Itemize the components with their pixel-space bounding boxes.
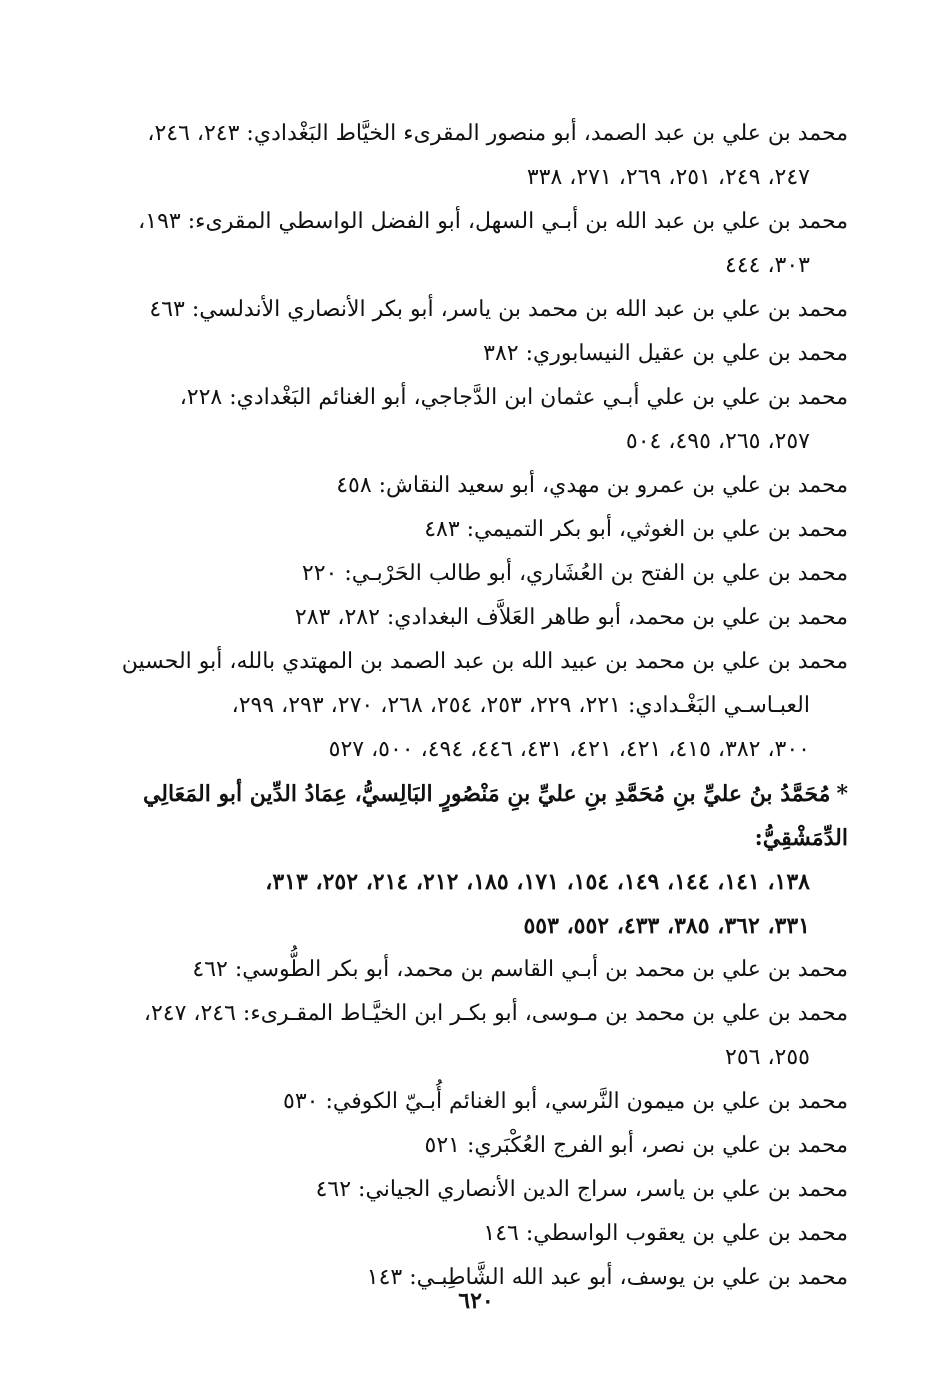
entry-line: محمد بن علي بن عبد الصمد، أبو منصور المقرىء الخيَّاط البَغْدادي: ٢٤٣، ٢٤٦، — [147, 121, 848, 146]
entry-line: محمد بن علي بن ميمون النَّرسي، أبو الغنائم أُبـيّ الكوفي: ٥٣٠ — [283, 1089, 848, 1114]
index-entry — [120, 596, 848, 640]
entry-line: محمد بن علي بن علي أبـي عثمان ابن الدَّجاجي، أبو الغنائم البَغْدادي: ٢٢٨، — [179, 385, 848, 410]
index-entry — [120, 1080, 848, 1124]
entry-continuation: ٣٠٠، ٣٨٢، ٤١٥، ٤٢١، ٤٢١، ٤٣١، ٤٤٦، ٤٩٤، ٥٠٠، ٥٢٧ — [328, 737, 810, 762]
index-entry — [120, 376, 848, 464]
entry-line: محمد بن علي بن الغوثي، أبو بكر التميمي: ٤٨٣ — [424, 517, 848, 542]
entry-line: محمد بن علي بن نصر، أبو الفرج العُكْبَري: ٥٢١ — [424, 1133, 848, 1158]
entry-continuation: ١٣٨، ١٤١، ١٤٤، ١٤٩، ١٥٤، ١٧١، ١٨٥، ٢١٢، ٢١٤، ٢٥٢، ٣١٣، — [265, 869, 810, 895]
entry-line: محمد بن علي بن يوسف، أبو عبد الله الشَّاطِبـي: ١٤٣ — [366, 1265, 848, 1290]
entry-continuation: العبـاسـي البَغْـدادي: ٢٢١، ٢٢٩، ٢٥٣، ٢٥٤، ٢٦٨، ٢٧٠، ٢٩٣، ٢٩٩، — [231, 693, 810, 718]
index-entry — [120, 288, 848, 332]
index-entry — [120, 1168, 848, 1212]
entry-line: محمد بن علي بن ياسر، سراج الدين الأنصاري الجياني: ٤٦٢ — [315, 1177, 848, 1202]
index-entry — [120, 508, 848, 552]
featured-index-entry — [120, 772, 848, 948]
index-entry — [120, 992, 848, 1080]
entry-continuation: ٢٤٧، ٢٤٩، ٢٥١، ٢٦٩، ٢٧١، ٣٣٨ — [526, 165, 810, 190]
index-entry — [120, 200, 848, 288]
entry-line: محمد بن علي بن محمد بن أبـي القاسم بن محمد، أبو بكر الطُّوسي: ٤٦٢ — [192, 957, 848, 982]
entry-continuation: ٣٠٣، ٤٤٤ — [725, 253, 810, 278]
entry-line: محمد بن علي بن عقيل النيسابوري: ٣٨٢ — [483, 341, 848, 366]
entry-line: محمد بن علي بن محمد، أبو طاهر العَلاَّف البغدادي: ٢٨٢، ٢٨٣ — [294, 605, 848, 630]
index-entry — [120, 640, 848, 772]
entry-continuation: ٣٣١، ٣٦٢، ٣٨٥، ٤٣٣، ٥٥٢، ٥٥٣ — [523, 913, 810, 939]
index-entry — [120, 1124, 848, 1168]
entry-line: مُحَمَّدُ بنُ عليِّ بنِ مُحَمَّدِ بنِ عليِّ بنِ مَنْصُورٍ البَالِسيُّ، عِمَادُ الدِّين أبو المَعَالِي الدِّمَشْقِيُّ: — [142, 781, 848, 851]
entry-continuation: ٢٥٥، ٢٥٦ — [725, 1045, 810, 1070]
entry-line: محمد بن علي بن عبد الله بن محمد بن ياسر، أبو بكر الأنصاري الأندلسي: ٤٦٣ — [149, 297, 848, 322]
entry-line: محمد بن علي بن محمد بن عبيد الله بن عبد الصمد بن المهتدي بالله، أبو الحسين — [121, 649, 848, 674]
entry-continuation: ٢٥٧، ٢٦٥، ٤٩٥، ٥٠٤ — [625, 429, 810, 454]
index-entry — [120, 332, 848, 376]
index-entry — [120, 464, 848, 508]
index-entry — [120, 1212, 848, 1256]
index-page — [120, 112, 848, 1300]
index-entry — [120, 948, 848, 992]
page-number: ٦٢٠ — [458, 1288, 494, 1314]
entry-line: محمد بن علي بن محمد بن مـوسى، أبو بكـر ابن الخيَّـاط المقـرىء: ٢٤٦، ٢٤٧، — [143, 1001, 848, 1026]
index-entry — [120, 552, 848, 596]
entry-line: محمد بن علي بن يعقوب الواسطي: ١٤٦ — [483, 1221, 848, 1246]
featured-marker: * — [836, 781, 848, 807]
entry-line: محمد بن علي بن عمرو بن مهدي، أبو سعيد النقاش: ٤٥٨ — [336, 473, 848, 498]
index-entry — [120, 112, 848, 200]
entry-line: محمد بن علي بن عبد الله بن أبـي السهل، أبو الفضل الواسطي المقرىء: ١٩٣، — [138, 209, 848, 234]
entry-line: محمد بن علي بن الفتح بن العُشَاري، أبو طالب الحَرْبـي: ٢٢٠ — [301, 561, 848, 586]
